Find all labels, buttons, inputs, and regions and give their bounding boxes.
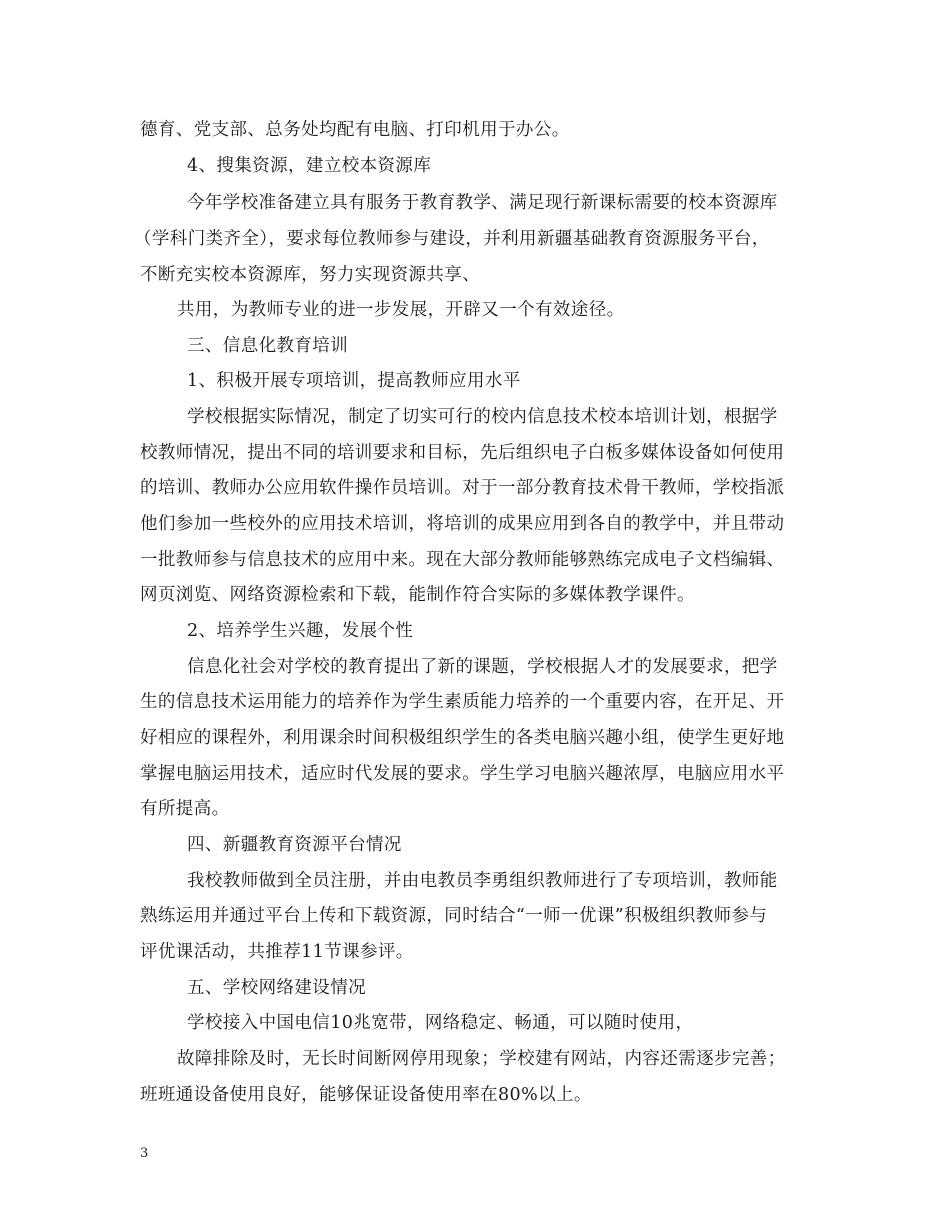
- text-line: 好相应的课程外，利用课余时间积极组织学生的各类电脑兴趣小组，使学生更好地: [140, 728, 785, 748]
- text-line: 掌握电脑运用技术，适应时代发展的要求。学生学习电脑兴趣浓厚，电脑应用水平: [140, 764, 785, 784]
- text-line: 网页浏览、网络资源检索和下载，能制作符合实际的多媒体教学课件。: [140, 585, 695, 605]
- text-line: （学科门类齐全），要求每位教师参与建设，并利用新疆基础教育资源服务平台，: [134, 229, 770, 249]
- text-line: 不断充实校本资源库，努力实现资源共享、: [140, 265, 481, 285]
- text-line: 班班通设备使用良好，能够保证设备使用率在80%以上。: [140, 1085, 592, 1105]
- section-heading: 2、培养学生兴趣，发展个性: [187, 621, 414, 641]
- text-line: 故障排除及时，无长时间断网停用现象；学校建有网站，内容还需逐步完善；: [177, 1049, 786, 1069]
- text-line: 我校教师做到全员注册，并由电教员李勇组织教师进行了专项培训，教师能: [187, 871, 778, 891]
- text-line: 学校接入中国电信10兆宽带，网络稳定、畅通，可以随时使用，: [187, 1013, 694, 1033]
- section-heading: 三、信息化教育培训: [187, 336, 349, 356]
- section-heading: 1、积极开展专项培训，提高教师应用水平: [187, 371, 521, 391]
- section-heading: 4、搜集资源，建立校本资源库: [187, 156, 432, 176]
- text-line: 今年学校准备建立具有服务于教育教学、满足现行新课标需要的校本资源库: [187, 193, 778, 213]
- text-line: 一批教师参与信息技术的应用中来。现在大部分教师能够熟练完成电子文档编辑、: [140, 550, 785, 570]
- text-line: 德育、党支部、总务处均配有电脑、打印机用于办公。: [140, 120, 570, 140]
- section-heading: 五、学校网络建设情况: [187, 978, 366, 998]
- section-heading: 四、新疆教育资源平台情况: [187, 835, 402, 855]
- text-line: 信息化社会对学校的教育提出了新的课题，学校根据人才的发展要求，把学: [187, 657, 778, 677]
- text-line: 校教师情况，提出不同的培训要求和目标，先后组织电子白板多媒体设备如何使用: [140, 443, 785, 463]
- text-line: 共用，为教师专业的进一步发展，开辟又一个有效途径。: [177, 300, 625, 320]
- text-line: 生的信息技术运用能力的培养作为学生素质能力培养的一个重要内容，在开足、开: [140, 692, 785, 712]
- page-number: 3: [140, 1146, 149, 1161]
- text-line: 学校根据实际情况，制定了切实可行的校内信息技术校本培训计划，根据学: [187, 407, 778, 427]
- text-line: 有所提高。: [140, 799, 230, 819]
- text-line: 他们参加一些校外的应用技术培训，将培训的成果应用到各自的教学中，并且带动: [140, 514, 785, 534]
- text-line: 熟练运用并通过平台上传和下载资源，同时结合“一师一优课”积极组织教师参与: [140, 906, 768, 926]
- text-line: 的培训、教师办公应用软件操作员培训。对于一部分教育技术骨干教师，学校指派: [140, 478, 785, 498]
- text-line: 评优课活动，共推荐11节课参评。: [140, 942, 414, 962]
